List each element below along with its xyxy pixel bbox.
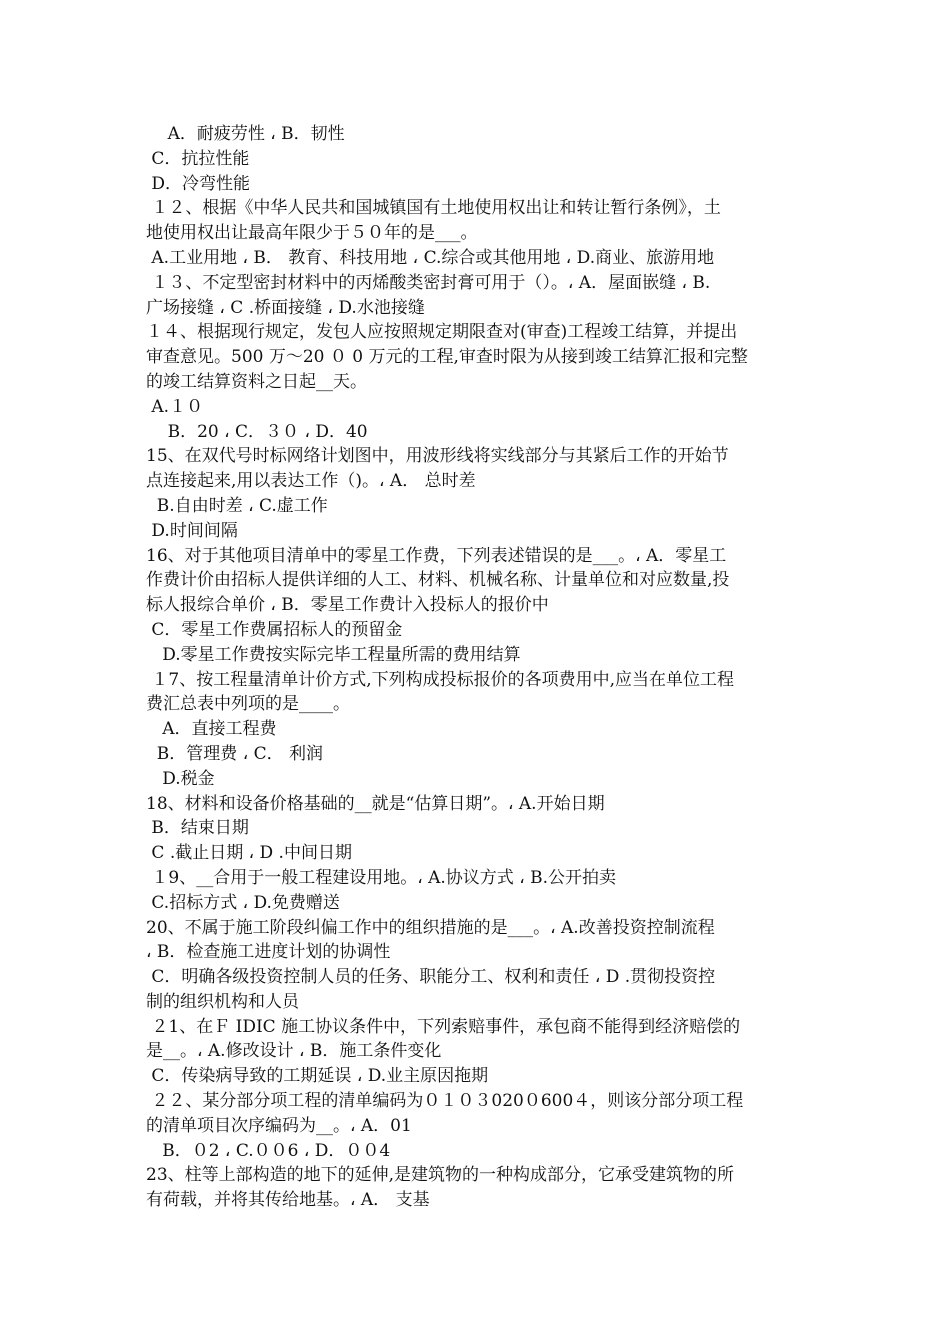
text-line: C．抗拉性能 — [146, 148, 250, 169]
text-line: 制的组织机构和人员 — [146, 991, 299, 1012]
text-line: A.１０ — [146, 396, 204, 417]
text-line: 23、柱等上部构造的地下的延伸,是建筑物的一种构成部分，它承受建筑物的所 — [146, 1165, 735, 1186]
text-line: B．管理费 ، C． 利润 — [146, 743, 324, 764]
text-line: A．直接工程费 — [146, 719, 277, 740]
text-line: D.税金 — [146, 768, 215, 789]
text-line: 16、对于其他项目清单中的零星工作费，下列表述错误的是___。، A．零星工 — [146, 545, 727, 566]
text-line: A．耐疲劳性 ، B．韧性 — [146, 124, 345, 144]
text-line: B．０2 ، C.００6 ، D．００4 — [146, 1140, 391, 1161]
text-line: D.时间间隔 — [146, 520, 238, 541]
text-line: A.工业用地 ، B． 教育、科技用地 ، C.综合或其他用地 ، D.商业、旅游用地 — [146, 247, 715, 268]
document-body — [146, 122, 811, 1213]
text-line: 审查意见。500 万～20 ０ 0 万元的工程,审查时限为从接到竣工结算汇报和完整 — [146, 347, 748, 368]
text-line: B．结束日期 — [146, 818, 249, 839]
text-line: 的清单项目次序编码为__。، A．01 — [146, 1115, 412, 1136]
text-line: 18、材料和设备价格基础的__就是“估算日期”。، A.开始日期 — [146, 793, 605, 814]
text-line: 广场接缝 ، C .桥面接缝 ، D.水池接缝 — [146, 297, 425, 318]
text-line: 地使用权出让最高年限少于５０年的是___。 — [146, 223, 478, 244]
text-line: ، B．检查施工进度计划的协调性 — [146, 942, 391, 963]
text-line: ２1、在Ｆ IDIC 施工协议条件中，下列索赔事件，承包商不能得到经济赔偿的 — [146, 1016, 741, 1037]
text-line: B.自由时差 ، C.虚工作 — [146, 495, 328, 516]
text-line: 15、在双代号时标网络计划图中，用波形线将实线部分与其紧后工作的开始节 — [146, 446, 729, 467]
text-line: C.招标方式 ، D.免费赠送 — [146, 892, 340, 913]
text-line: 点连接起来,用以表达工作（)。، A． 总时差 — [146, 471, 476, 492]
text-line: １7、按工程量清单计价方式,下列构成投标报价的各项费用中,应当在单位工程 — [146, 669, 735, 690]
text-line: 费汇总表中列项的是____。 — [146, 694, 350, 715]
text-line: １２、根据《中华人民共和国城镇国有土地使用权出让和转让暂行条例》，土 — [146, 198, 721, 219]
text-line: C .截止日期 ، D .中间日期 — [146, 843, 352, 864]
text-line: 的竣工结算资料之日起__天。 — [146, 371, 367, 392]
text-line: C．明确各级投资控制人员的任务、职能分工、权利和责任 ، D .贯彻投资控 — [146, 967, 716, 988]
text-line: 有荷载，并将其传给地基。، A． 支基 — [146, 1190, 430, 1211]
text-line: B．20 ، C．３０ ، D．40 — [146, 421, 368, 442]
text-line: １３、不定型密封材料中的丙烯酸类密封膏可用于（）。، A．屋面嵌缝 ، B. — [146, 272, 711, 293]
text-line: C．传染病导致的工期延误 ، D.业主原因拖期 — [146, 1066, 489, 1087]
text-line: 20、不属于施工阶段纠偏工作中的组织措施的是___。، A.改善投资控制流程 — [146, 917, 715, 938]
text-line: 作费计价由招标人提供详细的人工、材料、机械名称、计量单位和对应数量,投 — [146, 570, 730, 591]
text-line: D．冷弯性能 — [146, 173, 251, 194]
text-line: 标人报综合单价 ، B．零星工作费计入投标人的报价中 — [146, 595, 549, 616]
text-line: 是__。، A.修改设计 ، B．施工条件变化 — [146, 1041, 442, 1062]
text-line: C．零星工作费属招标人的预留金 — [146, 619, 403, 640]
text-line: １9、__合用于一般工程建设用地。، A.协议方式 ، B.公开拍卖 — [146, 867, 616, 888]
text-line: ２２、某分部分项工程的清单编码为０１０３020０600４，则该分部分项工程 — [146, 1091, 744, 1112]
text-line: D.零星工作费按实际完毕工程量所需的费用结算 — [146, 644, 521, 665]
text-line: １４、根据现行规定，发包人应按照规定期限查对(审查)工程竣工结算，并提出 — [146, 322, 738, 343]
